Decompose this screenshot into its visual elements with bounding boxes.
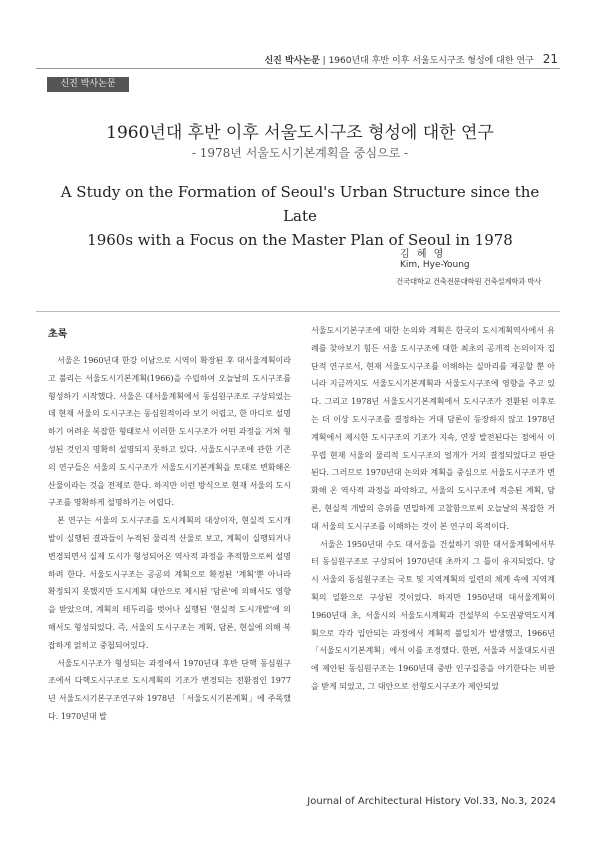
abstract-paragraph: 서울은 1960년대 한강 이남으로 시역이 확장된 후 대서울계획이라고 불리는 서울도시기본계획(1966)을 수립하여 오늘날의 도시구조를 형성하기 시작했다. 서울은 대서울계획에서 동심원구조로 구상되었는데 현재 서울의 도시구조는 동심원적이라 보기 어렵고, 한 마디로 설명하기 어려운 복잡한 형태로서 이러한 도시구조가 어떤 과정을 거쳐 형성된 것인지 명확히 설명되지 못하고 있다. 서울도시구조에 관한 기존의 연구들은 서울의 도시구조가 서울도시기본계획을 토대로 변화해온 산물이라는 것을 전제로 한다. 하지만 이런 방식으로 현재 서울의 도시구조를 명확하게 설명하기는 어렵다. [48,356,291,508]
header-rule [36,68,560,69]
abstract-right-column [311,322,555,696]
abstract-left-column [48,352,291,726]
abstract-paragraph: 서울은 1950년대 수도 대서울을 건설하기 위한 대서울계획에서부터 동심원구조로 구상되어 1970년대 초까지 그 틀이 유지되었다. 당시 서울의 동심원구조는 국토 및 지역계획의 일련의 체계 속에 지역계획의 일환으로 구상된 것이었다. 하지만 1950년대 대서울계획이 1960년대 초, 서울시의 서울도시계획과 건설부의 수도권광역도시계획으로 각각 입안되는 과정에서 계획적 불일치가 발생했고, 1966년 「서울도시기본계획」에서 이를 조정했다. 한편, 서울과 서울대도시권에 제안된 동심원구조는 1960년대 중반 인구집중을 야기한다는 비판을 받게 되었고, 그 대안으로 선형도시구조가 제안되었 [311,539,555,691]
running-header [0,52,558,66]
affiliation-text: 건국대학교 건축전문대학원 건축설계학과 박사 [396,277,542,286]
abstract-paragraph: 서울도시구조가 형성되는 과정에서 1970년대 후반 단핵 동심원구조에서 다핵도시구조로 도시계획의 기조가 변경되는 전환점인 1977년 서울도시기본구조연구와 1978년 「서울도시기본계획」에 주목했다. 1970년대 발 [48,658,291,721]
title-english [60,180,540,252]
title-english-line2: 1960s with a Focus on the Master Plan of Seoul in 1978 [87,231,513,249]
author-affiliation [396,276,541,287]
title-english-line1: A Study on the Formation of Seoul's Urban Structure since the Late [60,183,540,225]
abstract-heading: 초록 [48,329,68,340]
author-name-english: Kim, Hye-Young [400,260,470,270]
title-korean: 1960년대 후반 이후 서울도시구조 형성에 대한 연구 [106,123,494,143]
category-tag: 신진 박사논문 [47,77,129,92]
abstract-paragraph: 본 연구는 서울의 도시구조를 도시계획의 대상이자, 현실적 도시개발이 실행된 결과들이 누적된 물리적 산물로 보고, 계획이 실행되거나 변경되면서 실제 도시가 형성되어온 역사적 과정을 추적함으로써 설명하려 한다. 서울도시구조는 공공의 계획으로 확정된 '계획'뿐 아니라 확정되지 못했지만 도시계획 대안으로 제시된 '담론'에 의해서도 영향을 받았으며, 계획의 테두리를 벗어나 실행된 '현실적 도시개발'에 의해서도 형성되었다. 즉, 서울의 도시구조는 계획, 담론, 현실에 의해 복잡하게 얽히고 중첩되어있다. [48,516,291,650]
section-rule [36,311,560,312]
header-divider: | [322,56,329,66]
journal-footer: Journal of Architectural History Vol.33, No.3, 2024 [307,796,556,807]
subtitle-korean: - 1978년 서울도시기본계획을 중심으로 - [191,146,409,160]
header-section: 신진 박사논문 [264,56,320,66]
page-number: 21 [542,52,558,66]
header-running-title: 1960년대 후반 이후 서울도시구조 형성에 대한 연구 [328,56,534,66]
author-name-korean: 김 혜 영 [400,249,446,260]
abstract-paragraph: 서울도시기본구조에 대한 논의와 계획은 한국의 도시계획역사에서 유례를 찾아보기 힘든 서울 도시구조에 대한 최초의 공개적 논의이자 집단적 연구로서, 현재 서울도시구조를 이해하는 실마리를 제공할 뿐 아니라 지금까지도 서울도시기본계획과 서울도시구조에 영향을 주고 있다. 그리고 1978년 서울도시기본계획에서 도시구조가 전환된 이후로는 더 이상 도시구조를 결정하는 거대 담론이 등장하지 않고 1978년 계획에서 제시한 도시구조의 기조가 지속, 연장 발전된다는 점에서 이무렵 현재 서울의 물리적 도시구조의 얼개가 거의 결정되었다고 판단된다. 그러므로 1970년대 논의와 계획을 중심으로 서울도시구조가 변화해 온 역사적 과정을 파악하고, 서울의 도시구조에 적층된 계획, 담론, 현실적 개발의 층위를 면밀하게 고찰함으로써 오늘날의 복잡한 거대 서울의 도시구조를 이해하는 것이 본 연구의 목적이다. [311,326,555,531]
